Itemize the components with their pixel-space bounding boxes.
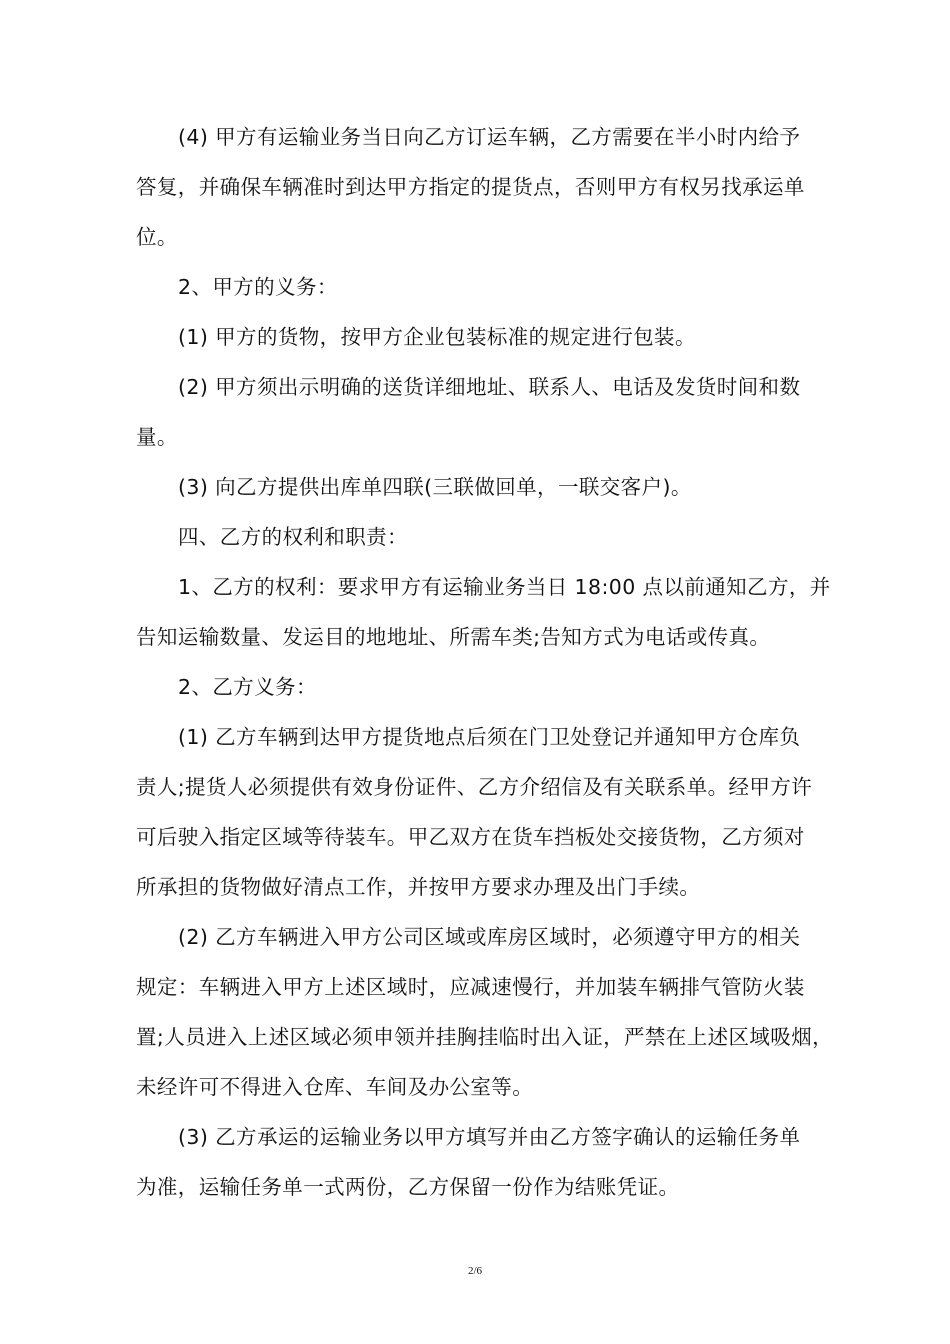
text-line: 1、乙方的权利：要求甲方有运输业务当日 18:00 点以前通知乙方，并 <box>178 575 831 599</box>
text-line: (4) 甲方有运输业务当日向乙方订运车辆，乙方需要在半小时内给予 <box>178 125 801 149</box>
text-line: 答复，并确保车辆准时到达甲方指定的提货点，否则甲方有权另找承运单 <box>136 175 805 199</box>
page-number: 2/6 <box>467 1265 483 1277</box>
text-line: (1) 甲方的货物，按甲方企业包装标准的规定进行包装。 <box>178 325 696 349</box>
text-line: 位。 <box>136 225 178 249</box>
text-line: 可后驶入指定区域等待装车。甲乙双方在货车挡板处交接货物，乙方须对 <box>136 825 805 849</box>
text-line: 未经许可不得进入仓库、车间及办公室等。 <box>136 1075 534 1099</box>
text-line: 告知运输数量、发运目的地地址、所需车类;告知方式为电话或传真。 <box>136 625 771 649</box>
section-heading: 2、乙方义务： <box>178 675 317 699</box>
section-heading: 2、甲方的义务： <box>178 275 338 299</box>
text-line: 所承担的货物做好清点工作，并按甲方要求办理及出门手续。 <box>136 875 701 899</box>
section-heading: 四、乙方的权利和职责： <box>178 525 408 549</box>
text-line: 置;人员进入上述区域必须申领并挂胸挂临时出入证，严禁在上述区域吸烟， <box>136 1025 834 1049</box>
text-line: 责人;提货人必须提供有效身份证件、乙方介绍信及有关联系单。经甲方许 <box>136 775 813 799</box>
text-line: 规定：车辆进入甲方上述区域时，应减速慢行，并加装车辆排气管防火装 <box>136 975 805 999</box>
text-line: 为准，运输任务单一式两份，乙方保留一份作为结账凭证。 <box>136 1175 680 1199</box>
text-line: (3) 乙方承运的运输业务以甲方填写并由乙方签字确认的运输任务单 <box>178 1125 801 1149</box>
text-line: (3) 向乙方提供出库单四联(三联做回单，一联交客户)。 <box>178 475 692 499</box>
text-line: (2) 甲方须出示明确的送货详细地址、联系人、电话及发货时间和数 <box>178 375 801 399</box>
text-line: (2) 乙方车辆进入甲方公司区域或库房区域时，必须遵守甲方的相关 <box>178 925 801 949</box>
text-line: (1) 乙方车辆到达甲方提货地点后须在门卫处登记并通知甲方仓库负 <box>178 725 801 749</box>
text-line: 量。 <box>136 425 178 449</box>
